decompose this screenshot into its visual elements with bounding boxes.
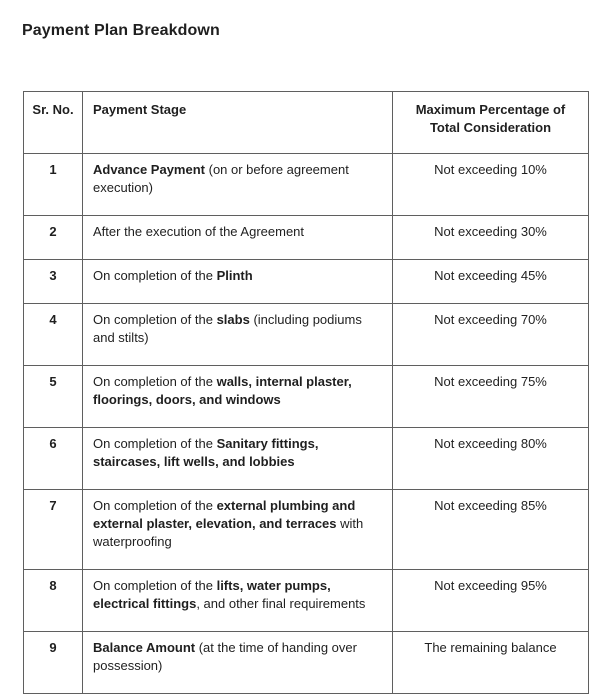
header-sr-no: Sr. No. (24, 92, 83, 154)
max-percentage-cell: Not exceeding 85% (393, 490, 589, 570)
table-row (24, 366, 589, 428)
stage-text-bold: lifts, water pumps, electrical fittings (93, 578, 331, 611)
table-row (24, 304, 589, 366)
table-row (24, 490, 589, 570)
table-header-row (24, 92, 589, 154)
payment-plan-table (23, 91, 589, 694)
payment-stage-cell (83, 216, 393, 260)
max-percentage-cell: Not exceeding 95% (393, 570, 589, 632)
table-row (24, 632, 589, 694)
stage-text: On completion of the (93, 436, 217, 451)
max-percentage-cell: Not exceeding 80% (393, 428, 589, 490)
sr-no-cell: 7 (24, 490, 83, 570)
sr-no-cell: 3 (24, 260, 83, 304)
stage-text-bold: Advance Payment (93, 162, 205, 177)
stage-text: (on or before agreement execution) (93, 162, 349, 195)
stage-text-bold: walls, internal plaster, floorings, doors, and windows (93, 374, 352, 407)
sr-no-cell: 4 (24, 304, 83, 366)
max-percentage-cell: Not exceeding 30% (393, 216, 589, 260)
stage-text: On completion of the (93, 498, 217, 513)
sr-no-cell: 9 (24, 632, 83, 694)
stage-text-bold: external plumbing and external plaster, elevation, and terraces (93, 498, 356, 531)
payment-stage-cell (83, 490, 393, 570)
max-percentage-cell: Not exceeding 10% (393, 154, 589, 216)
stage-text-bold: Balance Amount (93, 640, 196, 655)
stage-text-bold: Sanitary fittings, staircases, lift wells, and lobbies (93, 436, 319, 469)
stage-text: , and other final requirements (196, 596, 366, 611)
payment-stage-cell (83, 428, 393, 490)
stage-text: (including podiums and stilts) (93, 312, 362, 345)
header-max-percentage: Maximum Percentage of Total Consideration (393, 92, 589, 154)
sr-no-cell: 1 (24, 154, 83, 216)
payment-stage-cell (83, 570, 393, 632)
stage-text: On completion of the (93, 312, 217, 327)
stage-text: On completion of the (93, 578, 217, 593)
max-percentage-cell: Not exceeding 45% (393, 260, 589, 304)
page-title: Payment Plan Breakdown (22, 22, 220, 39)
table-row (24, 154, 589, 216)
stage-text: On completion of the (93, 268, 217, 283)
max-percentage-cell: Not exceeding 75% (393, 366, 589, 428)
stage-text-bold: Plinth (216, 268, 253, 283)
sr-no-cell: 5 (24, 366, 83, 428)
payment-stage-cell (83, 260, 393, 304)
max-percentage-cell: Not exceeding 70% (393, 304, 589, 366)
stage-text: After the execution of the Agreement (93, 224, 305, 239)
sr-no-cell: 2 (24, 216, 83, 260)
max-percentage-cell: The remaining balance (393, 632, 589, 694)
sr-no-cell: 6 (24, 428, 83, 490)
stage-text: with waterproofing (93, 516, 364, 549)
header-payment-stage: Payment Stage (83, 92, 393, 154)
stage-text: On completion of the (93, 374, 217, 389)
table-row (24, 570, 589, 632)
sr-no-cell: 8 (24, 570, 83, 632)
table-body (24, 154, 589, 694)
table-row (24, 428, 589, 490)
table-row (24, 260, 589, 304)
stage-text: (at the time of handing over possession) (93, 640, 357, 673)
payment-stage-cell (83, 632, 393, 694)
payment-stage-cell (83, 154, 393, 216)
table-row (24, 216, 589, 260)
payment-stage-cell (83, 304, 393, 366)
stage-text-bold: slabs (216, 312, 250, 327)
payment-stage-cell (83, 366, 393, 428)
